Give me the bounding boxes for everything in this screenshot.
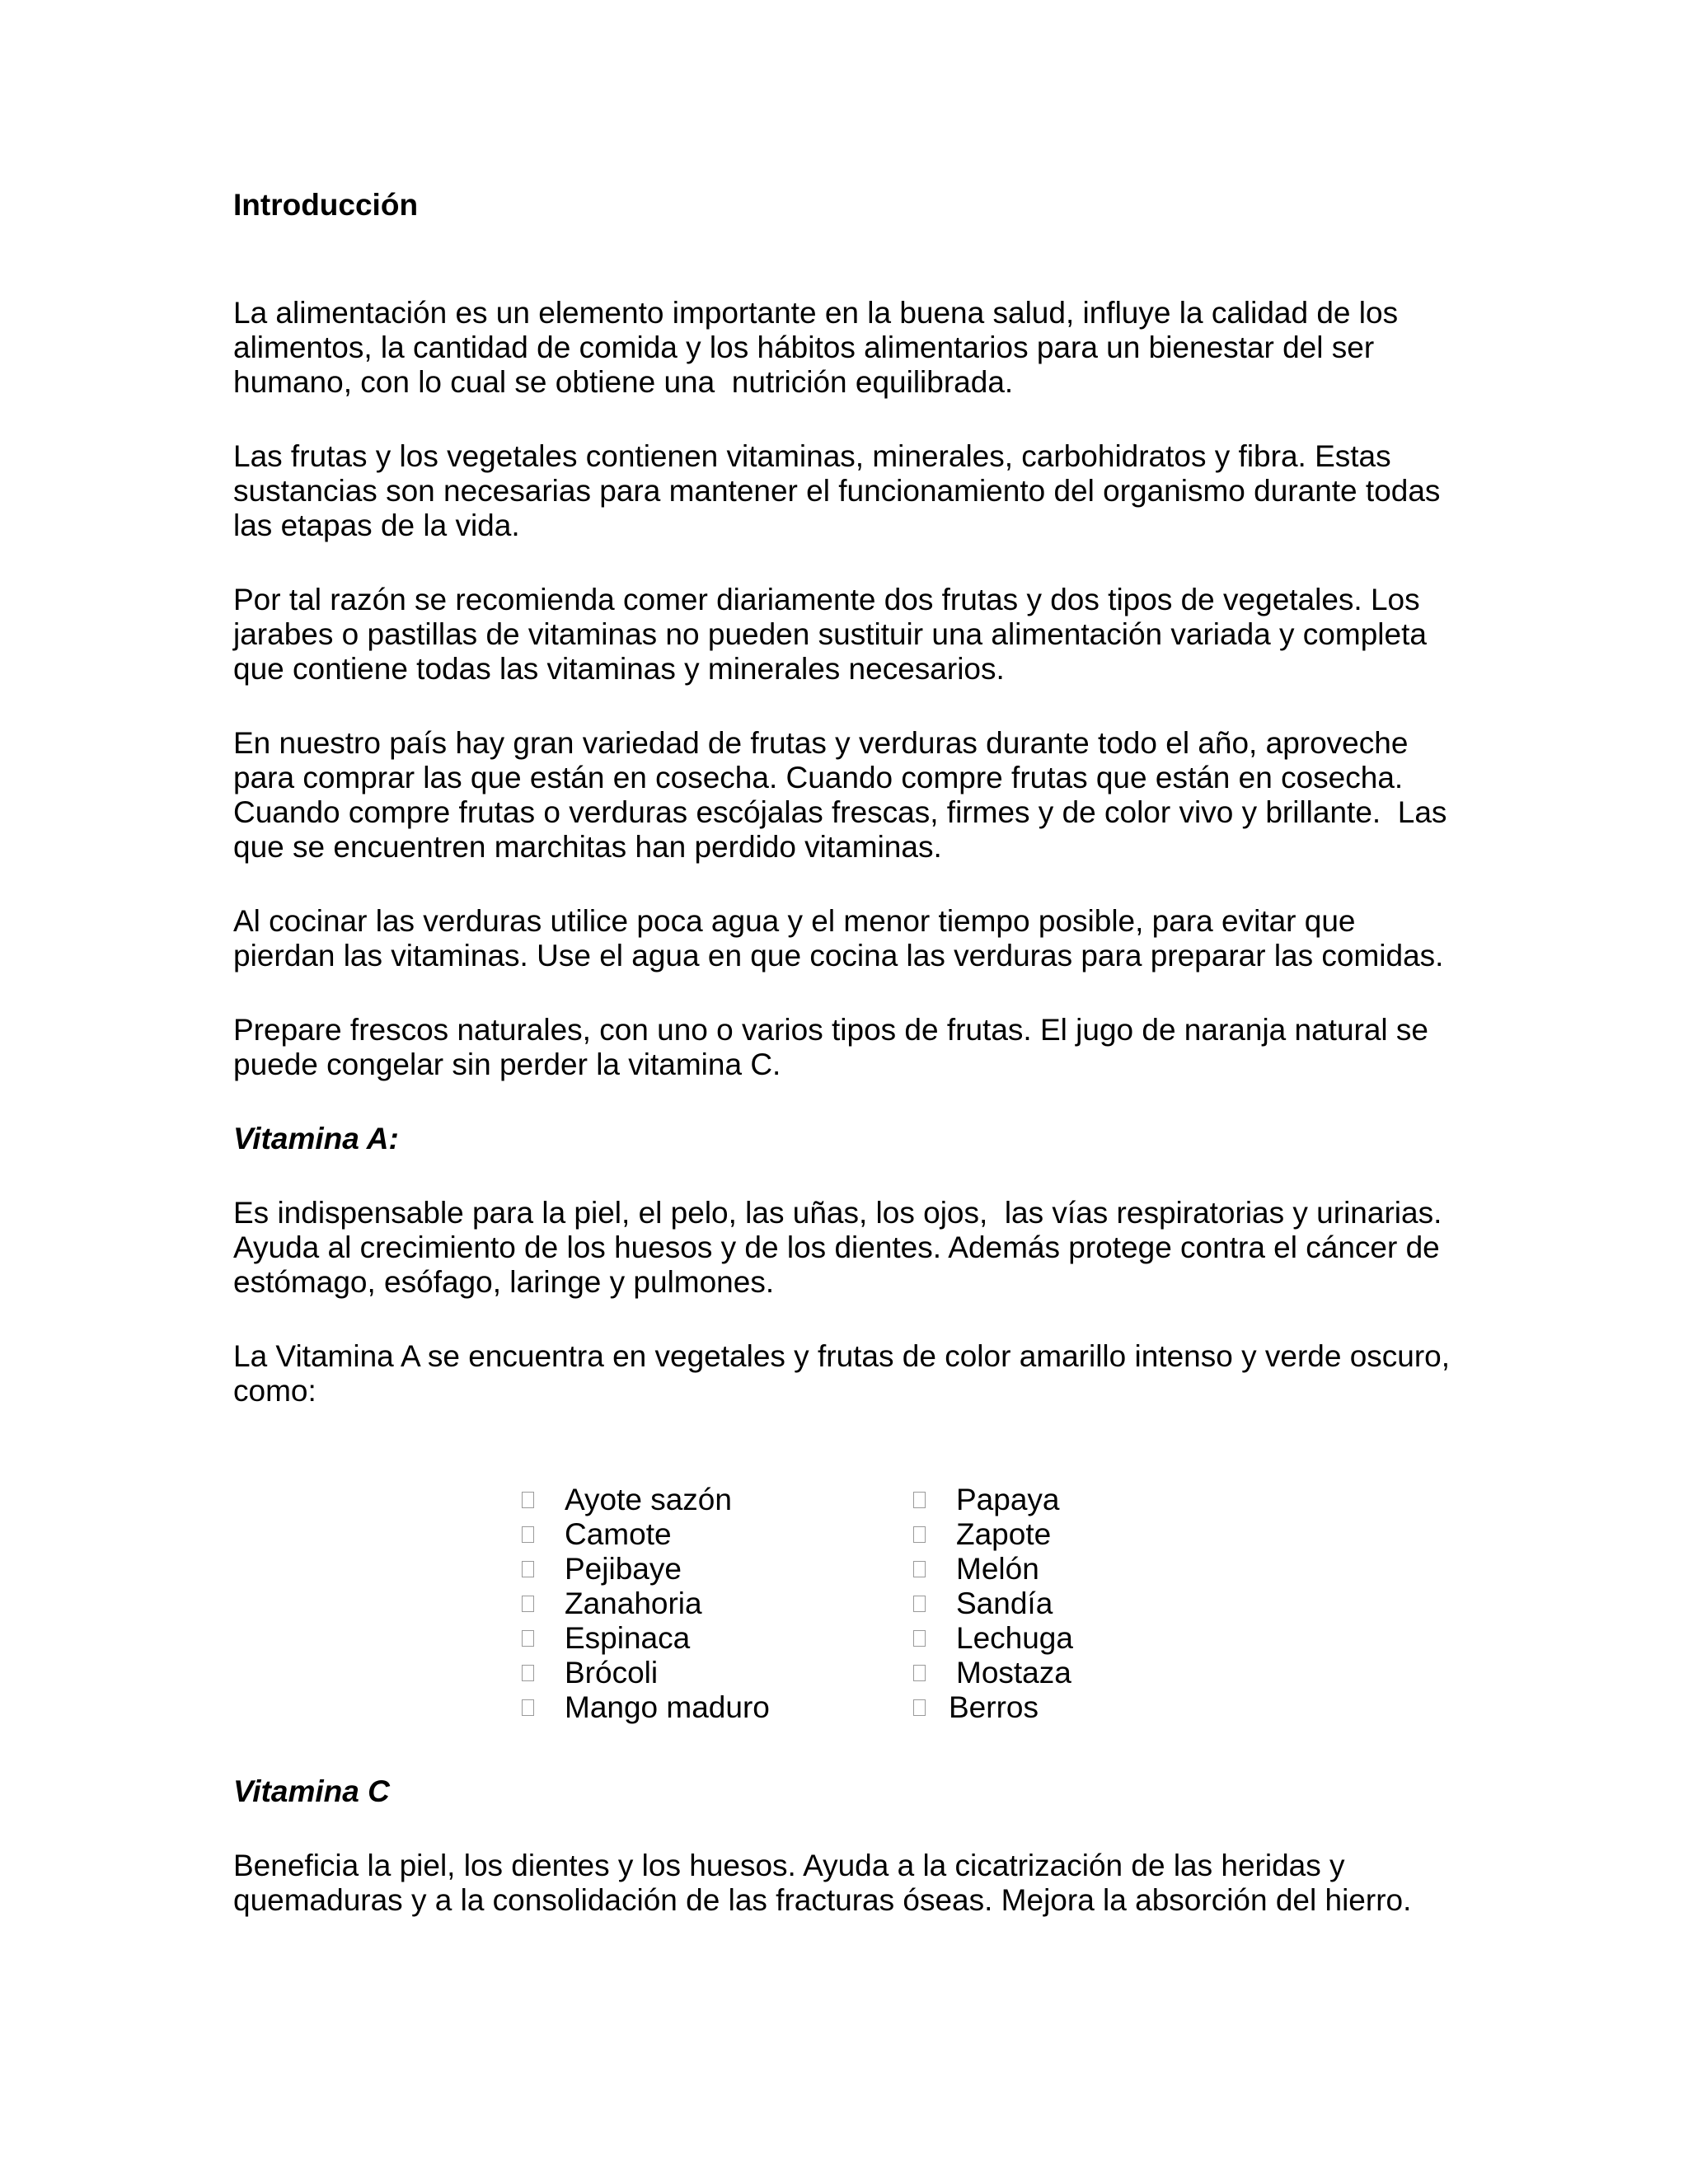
intro-paragraph-3: Por tal razón se recomienda comer diariamente dos frutas y dos tipos de vegetales. Los jarabes o pastillas de vitaminas no pueden sustituir una alimentación variada y completa que contiene todas las vitaminas y minerales necesarios.	[233, 583, 1427, 686]
list-item: Papaya	[913, 1483, 1073, 1517]
checkbox-square-icon	[913, 1596, 926, 1612]
vitamin-a-paragraph-2: La Vitamina A se encuentra en vegetales y frutas de color amarillo intenso y verde oscuro, como:	[233, 1339, 1451, 1408]
checkbox-square-icon	[522, 1699, 534, 1716]
intro-paragraph-6: Prepare frescos naturales, con uno o varios tipos de frutas. El jugo de naranja natural se puede congelar sin perder la vitamina C.	[233, 1013, 1429, 1081]
list-item: Camote	[522, 1517, 770, 1552]
list-item: Lechuga	[913, 1621, 1073, 1656]
checkbox-square-icon	[913, 1526, 926, 1543]
intro-paragraph-5: Al cocinar las verduras utilice poca agua y el menor tiempo posible, para evitar que pierdan las vitaminas. Use el agua en que cocina las verduras para preparar las comidas.	[233, 904, 1444, 972]
checkbox-square-icon	[522, 1561, 534, 1577]
intro-paragraph-2: Las frutas y los vegetales contienen vitaminas, minerales, carbohidratos y fibra. Estas sustancias son necesarias para mantener el funcionamiento del organismo durante todas las etapas de la vida.	[233, 439, 1441, 542]
checkbox-square-icon	[522, 1492, 534, 1508]
checkbox-square-icon	[913, 1630, 926, 1647]
list-item: Brócoli	[522, 1656, 770, 1690]
document-page	[233, 188, 1470, 1918]
list-item: Melón	[913, 1552, 1073, 1586]
list-item: Berros	[913, 1690, 1073, 1725]
checkbox-square-icon	[522, 1665, 534, 1681]
food-list-right	[913, 1483, 1073, 1725]
list-item: Zanahoria	[522, 1586, 770, 1621]
food-list-left	[522, 1483, 770, 1725]
vitamin-c-title: Vitamina C	[233, 1774, 390, 1808]
list-item: Espinaca	[522, 1621, 770, 1656]
vitamin-a-paragraph-1: Es indispensable para la piel, el pelo, las uñas, los ojos, las vías respiratorias y urinarias. Ayuda al crecimiento de los huesos y de los dientes. Además protege contra el cáncer de estómago, esófago, laringe y pulmones.	[233, 1196, 1442, 1299]
list-item: Mostaza	[913, 1656, 1073, 1690]
checkbox-square-icon	[522, 1596, 534, 1612]
checkbox-square-icon	[522, 1630, 534, 1647]
list-item: Pejibaye	[522, 1552, 770, 1586]
checkbox-square-icon	[913, 1492, 926, 1508]
checkbox-square-icon	[913, 1665, 926, 1681]
checkbox-square-icon	[913, 1561, 926, 1577]
vitamin-a-title: Vitamina A:	[233, 1122, 399, 1155]
checkbox-square-icon	[913, 1699, 926, 1716]
vitamin-c-paragraph-1: Beneficia la piel, los dientes y los huesos. Ayuda a la cicatrización de las heridas y quemaduras y a la consolidación de las fracturas óseas. Mejora la absorción del hierro.	[233, 1849, 1412, 1917]
list-item: Zapote	[913, 1517, 1073, 1552]
vitamin-a-food-list	[233, 1483, 1470, 1722]
intro-title: Introducción	[233, 188, 419, 222]
intro-paragraph-1: La alimentación es un elemento importante en la buena salud, influye la calidad de los alimentos, la cantidad de comida y los hábitos alimentarios para un bienestar del ser humano, con lo cual se obtiene una nutrición equilibrada.	[233, 296, 1399, 399]
list-item: Ayote sazón	[522, 1483, 770, 1517]
intro-paragraph-4: En nuestro país hay gran variedad de frutas y verduras durante todo el año, aproveche para comprar las que están en cosecha. Cuando compre frutas que están en cosecha. Cuando compre frutas o verduras escójalas frescas, firmes y de color vivo y brillante. Las que se encuentren marchitas han perdido vitaminas.	[233, 726, 1447, 864]
list-item: Sandía	[913, 1586, 1073, 1621]
list-item: Mango maduro	[522, 1690, 770, 1725]
checkbox-square-icon	[522, 1526, 534, 1543]
